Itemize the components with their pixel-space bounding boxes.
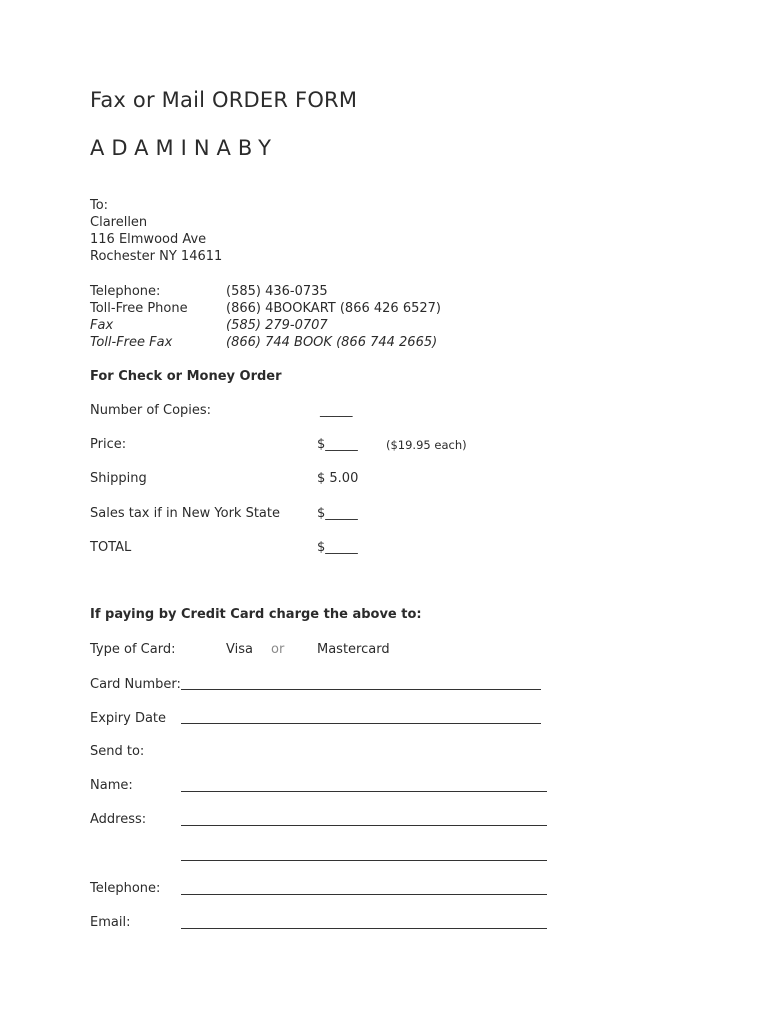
total-label: TOTAL (90, 540, 132, 555)
shipping-value: $ 5.00 (317, 471, 359, 486)
telephone-field-label: Telephone: (90, 881, 161, 896)
name-field[interactable] (181, 791, 547, 792)
telephone-value: (585) 436-0735 (226, 284, 328, 299)
tollfree-phone-label: Toll-Free Phone (90, 301, 188, 316)
tax-field[interactable]: $_____ (317, 506, 358, 521)
fax-label: Fax (90, 318, 114, 333)
total-field[interactable]: $_____ (317, 540, 358, 555)
card-number-field[interactable] (181, 689, 541, 690)
or-text: or (271, 642, 285, 657)
email-label: Email: (90, 915, 131, 930)
telephone-label: Telephone: (90, 284, 161, 299)
tollfree-phone-value: (866) 4BOOKART (866 426 6527) (226, 301, 441, 316)
shipping-label: Shipping (90, 471, 147, 486)
card-type-label: Type of Card: (90, 642, 176, 657)
tollfree-fax-label: Toll-Free Fax (90, 335, 173, 350)
expiry-label: Expiry Date (90, 711, 167, 726)
price-note: ($19.95 each) (386, 438, 467, 452)
name-label: Name: (90, 778, 133, 793)
tax-label: Sales tax if in New York State (90, 506, 280, 521)
copies-label: Number of Copies: (90, 403, 212, 418)
copies-field[interactable]: _____ (320, 403, 353, 418)
fax-value: (585) 279-0707 (226, 318, 328, 333)
visa-option[interactable]: Visa (226, 642, 253, 657)
check-heading: For Check or Money Order (90, 369, 282, 384)
address-field-line-1[interactable] (181, 825, 547, 826)
tollfree-fax-value: (866) 744 BOOK (866 744 2665) (226, 335, 438, 350)
mastercard-option[interactable]: Mastercard (317, 642, 390, 657)
telephone-field[interactable] (181, 894, 547, 895)
page-title: Fax or Mail ORDER FORM (90, 88, 358, 112)
recipient-street: 116 Elmwood Ave (90, 232, 207, 247)
card-heading: If paying by Credit Card charge the above to: (90, 607, 422, 622)
expiry-field[interactable] (181, 723, 541, 724)
price-field[interactable]: $_____ (317, 437, 358, 452)
price-label: Price: (90, 437, 127, 452)
send-to-label: Send to: (90, 744, 145, 759)
card-number-label: Card Number: (90, 677, 181, 692)
brand-name: ADAMINABY (90, 136, 279, 160)
address-label: Address: (90, 812, 147, 827)
email-field[interactable] (181, 928, 547, 929)
to-label: To: (90, 198, 109, 213)
recipient-name: Clarellen (90, 215, 148, 230)
address-field-line-2[interactable] (181, 860, 547, 861)
recipient-city: Rochester NY 14611 (90, 249, 223, 264)
